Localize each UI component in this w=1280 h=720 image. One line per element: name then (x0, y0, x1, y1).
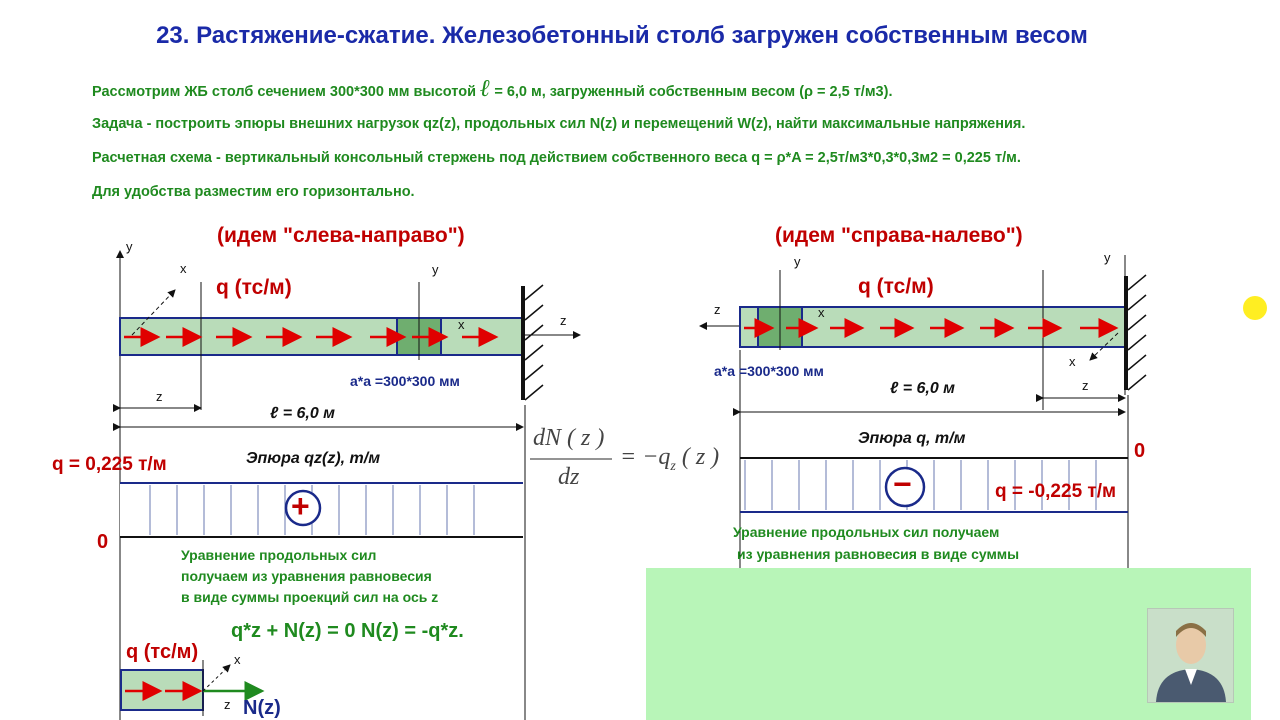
formula-denominator: dz (558, 464, 580, 490)
left-q-value: q = 0,225 т/м (52, 454, 167, 475)
right-axis-y2: y (1104, 250, 1111, 265)
bottom-element (121, 660, 262, 716)
right-axis-y: y (794, 254, 801, 269)
presenter-silhouette-icon (1148, 609, 1233, 702)
right-axis-x2: x (1069, 354, 1076, 369)
intro-line-2: Задача - построить эпюры внешних нагрузок qz(z), продольных сил N(z) и перемещений W(z), найти максимальные напряжения. (92, 116, 1026, 132)
bottom-x-label: x (234, 652, 241, 667)
page-title: 23. Растяжение-сжатие. Железобетонный столб загружен собственным весом (156, 22, 1088, 49)
right-section-label: a*a =300*300 мм (714, 363, 824, 379)
left-length-label: ℓ = 6,0 м (270, 405, 336, 422)
left-header: (идем "слева-направо") (217, 224, 465, 247)
right-eq-text-2: из уравнения равновесия в виде суммы (737, 546, 1020, 562)
intro-line-3: Расчетная схема - вертикальный консольный стержень под действием собственного веса q = ρ*A = 2,5т/м3*0,3*0,3м2 = 0,225 т/м. (92, 150, 1021, 166)
left-axis-z: z (560, 313, 567, 328)
right-epure-title: Эпюра q, т/м (858, 430, 966, 447)
bottom-z-label: z (224, 697, 231, 712)
presenter-photo (1147, 608, 1234, 703)
left-eq-text-2: получаем из уравнения равновесия (181, 568, 432, 584)
left-eq-text-1: Уравнение продольных сил (181, 547, 377, 563)
left-axis-y2: y (432, 262, 439, 277)
formula-rhs-main: = −q (620, 444, 671, 470)
right-zero: 0 (1134, 440, 1146, 462)
intro-line-4: Для удобства разместим его горизонтально. (92, 184, 415, 200)
formula-arg: ( z ) (681, 444, 720, 470)
left-equation: q*z + N(z) = 0 N(z) = -q*z. (231, 620, 464, 642)
left-dim-z-label: z (156, 389, 163, 404)
left-epure (120, 483, 523, 537)
formula-numerator: dN ( z ) (533, 425, 605, 451)
right-axis-z: z (714, 302, 721, 317)
bottom-n-label: N(z) (243, 697, 281, 719)
right-header: (идем "справа-налево") (775, 224, 1023, 247)
right-minus-sign: − (893, 466, 912, 502)
left-eq-text (181, 545, 438, 608)
right-dim-z-label: z (1082, 378, 1089, 393)
intro-line-1a: Рассмотрим ЖБ столб сечением 300*300 мм высотой (92, 84, 476, 100)
right-support-hatch (1128, 275, 1146, 390)
cursor-highlight-icon (1243, 296, 1267, 320)
left-eq-text-3: в виде суммы проекций сил на ось z (181, 589, 439, 605)
right-load-label: q (тс/м) (858, 275, 934, 298)
right-q-value: q = -0,225 т/м (995, 481, 1117, 502)
left-support-hatch (525, 285, 543, 400)
left-epure-title: Эпюра qz(z), т/м (246, 450, 381, 467)
right-length-label: ℓ = 6,0 м (890, 380, 956, 397)
right-eq-text (733, 521, 1019, 565)
formula-sub: z (670, 458, 676, 474)
bottom-load-label: q (тс/м) (126, 641, 199, 663)
left-axis-x2: x (458, 317, 465, 332)
right-axis-x: x (818, 305, 825, 320)
right-eq-text-1: Уравнение продольных сил получаем (733, 524, 1000, 540)
left-axis-x: x (180, 261, 187, 276)
left-axis-y: y (126, 239, 133, 254)
formula-rhs (620, 444, 719, 475)
length-symbol: ℓ (480, 76, 491, 102)
left-zero: 0 (97, 531, 109, 553)
left-section-label: a*a =300*300 мм (350, 373, 460, 389)
left-load-label: q (тс/м) (216, 276, 292, 299)
left-plus-sign: + (291, 488, 310, 524)
intro-line-1b: = 6,0 м, загруженный собственным весом (ρ = 2,5 т/м3). (494, 84, 893, 100)
